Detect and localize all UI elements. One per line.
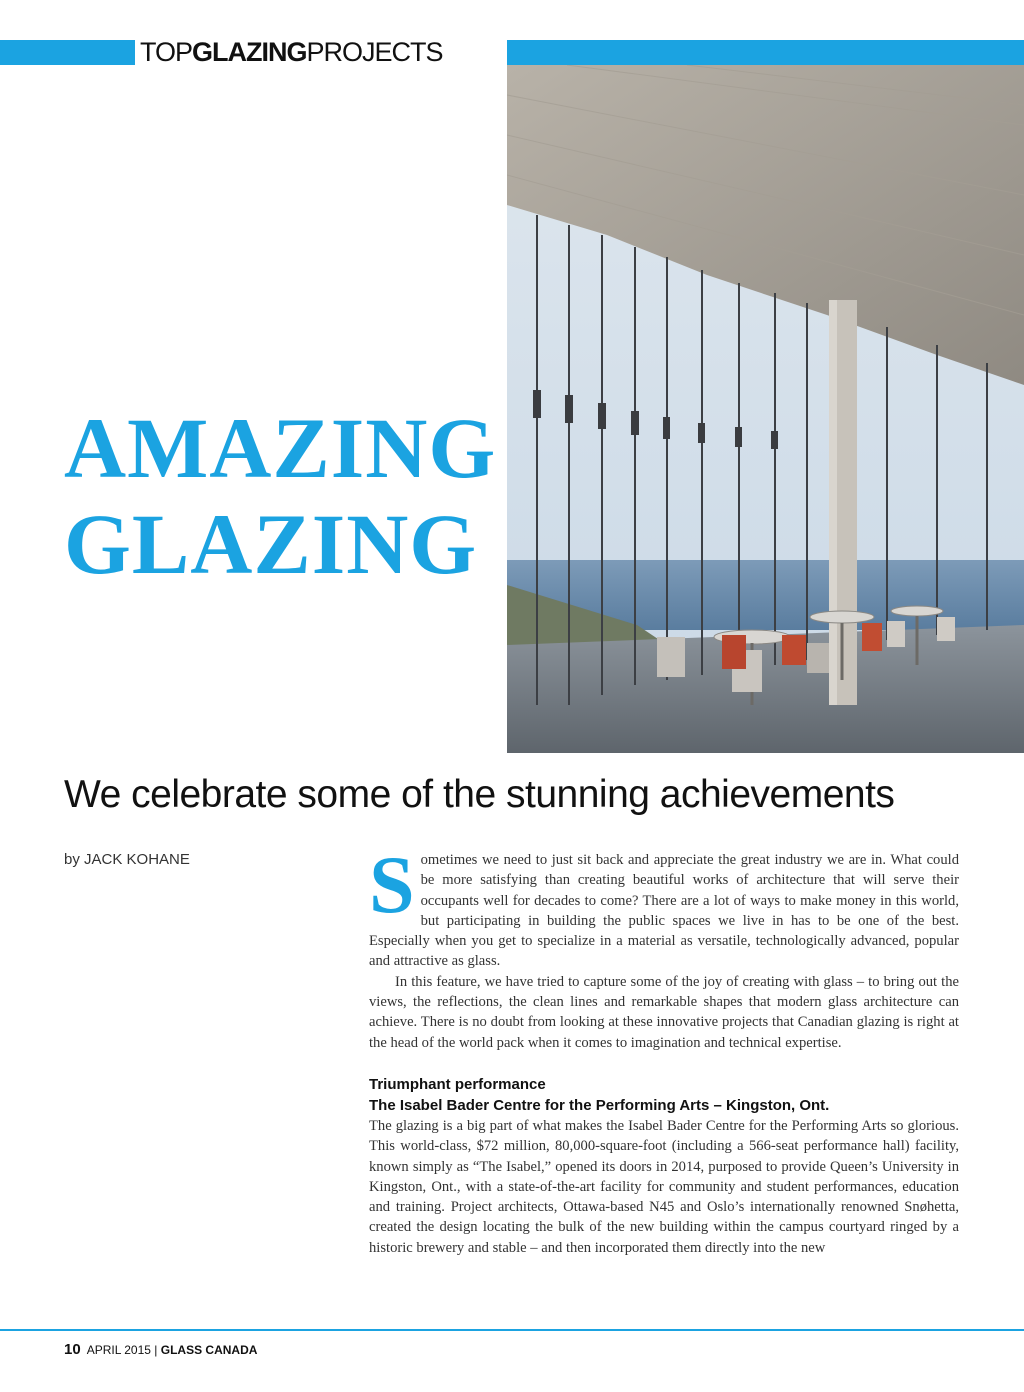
article-title-line2: GLAZING bbox=[64, 496, 478, 592]
article-deck: We celebrate some of the stunning achievements bbox=[64, 773, 895, 816]
subhead: Triumphant performance bbox=[369, 1075, 546, 1093]
issue-date: APRIL 2015 | bbox=[86, 1343, 161, 1357]
page-footer bbox=[64, 1341, 257, 1358]
section-header-glazing: GLAZING bbox=[192, 37, 307, 67]
paragraph-2: In this feature, we have tried to capture some of the joy of creating with glass – to bring out the views, the reflections, the clean lines and remarkable shapes that modern glass architecture can achieve. There is no doubt from looking at these innovative projects that Canadian glazing is right at the head of the world pack when it comes to imagination and technical expertise. bbox=[369, 973, 959, 1051]
article-title-line1: AMAZING bbox=[64, 400, 497, 496]
byline: by JACK KOHANE bbox=[64, 851, 190, 868]
page-number: 10 bbox=[64, 1341, 81, 1358]
subhead-project: The Isabel Bader Centre for the Performing Arts – Kingston, Ont. bbox=[369, 1096, 830, 1114]
feature-photo bbox=[507, 65, 1024, 753]
header-accent-bar-left bbox=[0, 40, 135, 65]
section-header bbox=[140, 36, 443, 68]
header-accent-bar-right bbox=[507, 40, 1024, 65]
section-header-projects: PROJECTS bbox=[306, 37, 443, 67]
paragraph-1 bbox=[369, 839, 959, 972]
drop-cap: S bbox=[369, 839, 415, 930]
article-body bbox=[369, 839, 959, 1258]
footer-rule bbox=[0, 1329, 1024, 1331]
paragraph-3: The glazing is a big part of what makes the Isabel Bader Centre for the Performing Arts so glorious. This world-class, $72 million, 80,000-square-foot (including a 566-seat performance hall) facility, known simply as “The Isabel,” opened its doors in 2014, purposed to provide Queen’s University in Kingston, Ont., with a state-of-the-art facility for community and student performances, education and training. Project architects, Ottawa-based N45 and Oslo’s internationally renowned Snøhetta, created the design locating the bulk of the new building within the campus courtyard ringed by a historic brewery and stable – and then incorporated them directly into the new bbox=[369, 1117, 959, 1256]
article-title bbox=[64, 400, 496, 592]
section-header-top: TOP bbox=[140, 37, 193, 67]
magazine-name: GLASS CANADA bbox=[160, 1343, 258, 1357]
paragraph-1-text: ometimes we need to just sit back and appreciate the great industry we are in. What could be more satisfying than creating beautiful works of architecture that will serve their occupants well for decades to come? There are a lot of ways to make money in this world, but participating in building the public spaces we live in has to be one of the best. Especially when you get to specialize in a material as versatile, technologically advanced, popular and attractive as glass. bbox=[369, 852, 959, 970]
